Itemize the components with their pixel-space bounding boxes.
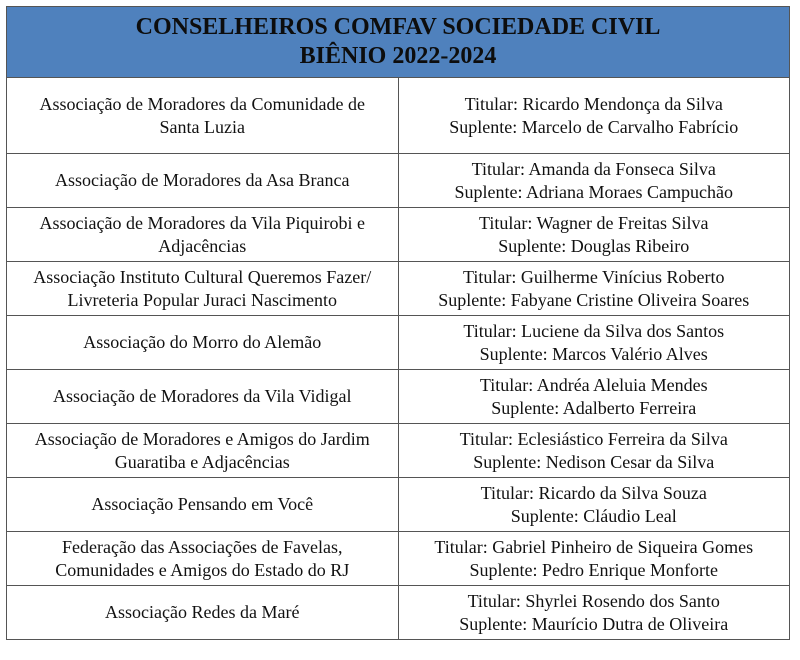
table-row — [7, 586, 790, 640]
organization-name-line-1: Associação do Morro do Alemão — [83, 332, 322, 352]
organization-name-line-1: Federação das Associações de Favelas, — [62, 536, 343, 557]
suplente-text: Suplente: Marcelo de Carvalho Fabrício — [449, 116, 739, 137]
organization-cell — [7, 586, 399, 640]
organization-cell — [7, 208, 399, 262]
titular-text: Titular: Amanda da Fonseca Silva — [471, 158, 716, 179]
titular-text: Titular: Ricardo da Silva Souza — [480, 482, 707, 503]
table-title — [7, 7, 790, 78]
table-row — [7, 532, 790, 586]
organization-cell — [7, 478, 399, 532]
organization-cell — [7, 262, 399, 316]
title-line-2: BIÊNIO 2022-2024 — [299, 43, 497, 69]
organization-cell — [7, 154, 399, 208]
suplente-text: Suplente: Fabyane Cristine Oliveira Soares — [438, 289, 750, 310]
organization-name-line-2: Guaratiba e Adjacências — [114, 451, 290, 472]
suplente-text: Suplente: Cláudio Leal — [510, 505, 677, 526]
organization-name-line-1: Associação de Moradores da Vila Vidigal — [52, 386, 352, 406]
suplente-text: Suplente: Maurício Dutra de Oliveira — [459, 613, 729, 634]
suplente-text: Suplente: Nedison Cesar da Silva — [473, 451, 715, 472]
members-cell — [398, 208, 790, 262]
table-row — [7, 208, 790, 262]
title-line-1: CONSELHEIROS COMFAV SOCIEDADE CIVIL — [135, 14, 661, 40]
organization-cell — [7, 78, 399, 154]
members-cell — [398, 478, 790, 532]
suplente-text: Suplente: Pedro Enrique Monforte — [469, 559, 718, 580]
organization-name-line-2: Adjacências — [158, 235, 247, 256]
organization-name-line-1: Associação Instituto Cultural Queremos Fazer/ — [33, 266, 372, 287]
table-header-row — [7, 7, 790, 78]
table-row — [7, 78, 790, 154]
titular-text: Titular: Ricardo Mendonça da Silva — [464, 93, 723, 114]
suplente-text: Suplente: Adalberto Ferreira — [491, 397, 697, 418]
council-table — [6, 6, 790, 640]
organization-name-line-1: Associação de Moradores e Amigos do Jardim — [34, 428, 370, 449]
table-row — [7, 154, 790, 208]
titular-text: Titular: Luciene da Silva dos Santos — [463, 320, 725, 341]
members-cell — [398, 262, 790, 316]
members-cell — [398, 78, 790, 154]
members-cell — [398, 532, 790, 586]
organization-name-line-1: Associação Pensando em Você — [91, 494, 314, 514]
organization-cell — [7, 532, 399, 586]
titular-text: Titular: Shyrlei Rosendo dos Santo — [467, 590, 720, 611]
titular-text: Titular: Gabriel Pinheiro de Siqueira Gomes — [434, 536, 754, 557]
members-cell — [398, 154, 790, 208]
organization-name-line-1: Associação de Moradores da Asa Branca — [55, 170, 350, 190]
organization-name-line-1: Associação Redes da Maré — [105, 602, 300, 622]
organization-name-line-1: Associação de Moradores da Comunidade de — [39, 93, 365, 114]
members-cell — [398, 316, 790, 370]
members-cell — [398, 586, 790, 640]
suplente-text: Suplente: Adriana Moraes Campuchão — [454, 181, 733, 202]
suplente-text: Suplente: Marcos Valério Alves — [479, 343, 708, 364]
suplente-text: Suplente: Douglas Ribeiro — [498, 235, 690, 256]
titular-text: Titular: Guilherme Vinícius Roberto — [463, 266, 725, 287]
organization-cell — [7, 424, 399, 478]
titular-text: Titular: Andréa Aleluia Mendes — [479, 374, 708, 395]
table-row — [7, 262, 790, 316]
titular-text: Titular: Eclesiástico Ferreira da Silva — [459, 428, 728, 449]
members-cell — [398, 370, 790, 424]
organization-cell — [7, 370, 399, 424]
titular-text: Titular: Wagner de Freitas Silva — [478, 212, 709, 233]
table-row — [7, 478, 790, 532]
organization-name-line-1: Associação de Moradores da Vila Piquirobi e — [39, 212, 365, 233]
members-cell — [398, 424, 790, 478]
council-table-container — [6, 6, 790, 640]
table-row — [7, 316, 790, 370]
organization-name-line-2: Comunidades e Amigos do Estado do RJ — [55, 559, 350, 580]
organization-cell — [7, 316, 399, 370]
organization-name-line-2: Santa Luzia — [159, 116, 245, 137]
table-row — [7, 424, 790, 478]
organization-name-line-2: Livreteria Popular Juraci Nascimento — [67, 289, 337, 310]
table-row — [7, 370, 790, 424]
